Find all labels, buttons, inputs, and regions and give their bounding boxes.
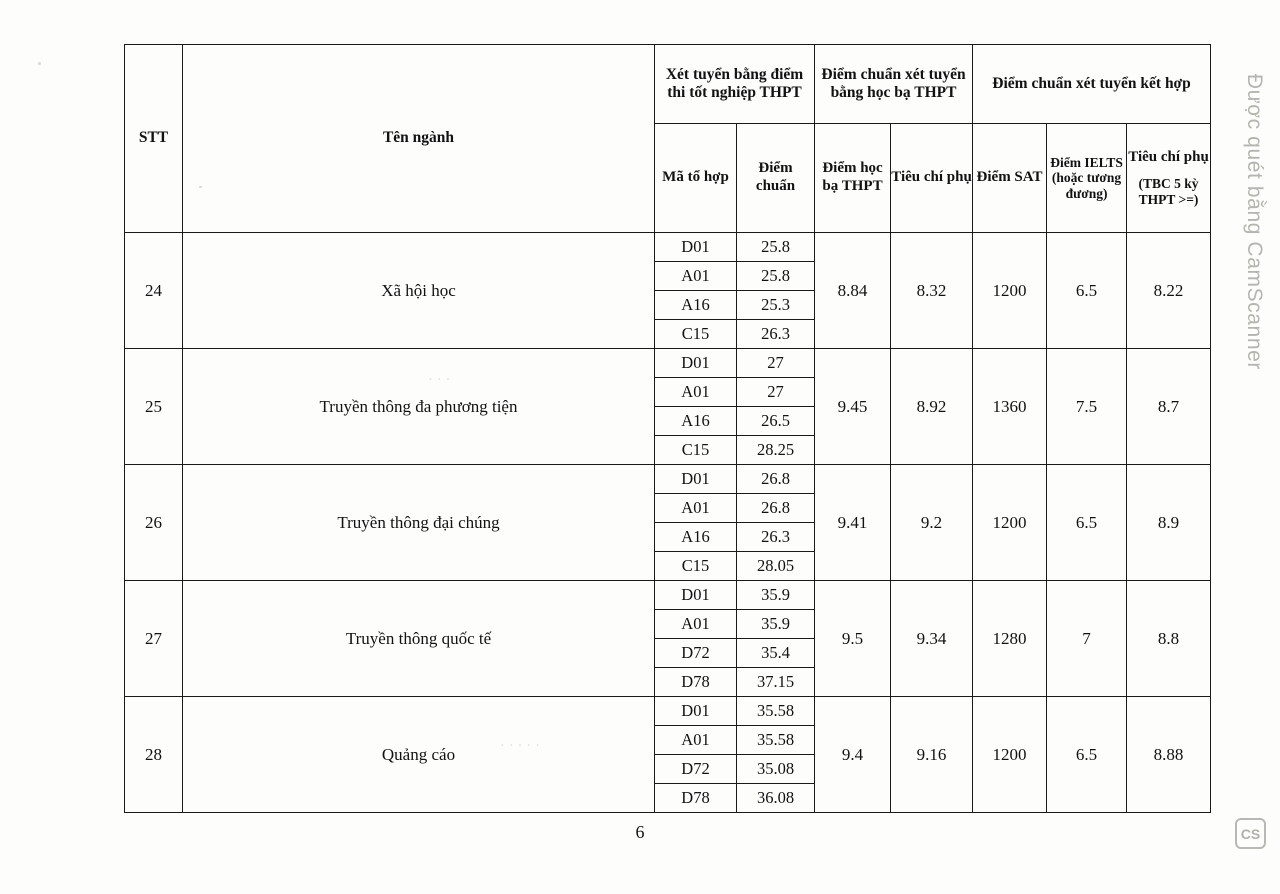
cell-diem-ielts: 6.5 xyxy=(1047,233,1127,349)
table-row xyxy=(125,465,1211,494)
cell-diem-hoc-ba: 8.84 xyxy=(815,233,891,349)
cell-tieu-chi-phu-2: 8.7 xyxy=(1127,349,1211,465)
cell-ten-nganh: Quảng cáo xyxy=(183,697,655,813)
cell-diem-sat: 1200 xyxy=(973,697,1047,813)
cell-ten-nganh: Truyền thông quốc tế xyxy=(183,581,655,697)
cell-tieu-chi-phu: 8.32 xyxy=(891,233,973,349)
cell-ma-to-hop: A01 xyxy=(655,378,737,407)
cell-ma-to-hop: D78 xyxy=(655,784,737,813)
cell-diem-sat: 1280 xyxy=(973,581,1047,697)
header-diem-sat: Điểm SAT xyxy=(973,124,1047,233)
cell-diem-chuan: 26.5 xyxy=(737,407,815,436)
cell-diem-chuan: 35.9 xyxy=(737,581,815,610)
header-group-thpt: Xét tuyển bằng điểm thi tốt nghiệp THPT xyxy=(655,45,815,124)
cell-diem-sat: 1200 xyxy=(973,233,1047,349)
cell-diem-chuan: 26.8 xyxy=(737,494,815,523)
cell-diem-sat: 1200 xyxy=(973,465,1047,581)
cell-ma-to-hop: A01 xyxy=(655,610,737,639)
cell-diem-ielts: 6.5 xyxy=(1047,697,1127,813)
cell-diem-chuan: 25.8 xyxy=(737,233,815,262)
cell-tieu-chi-phu-2: 8.88 xyxy=(1127,697,1211,813)
cell-ma-to-hop: D78 xyxy=(655,668,737,697)
header-ma-to-hop: Mã tổ hợp xyxy=(655,124,737,233)
cell-ma-to-hop: D72 xyxy=(655,755,737,784)
cell-diem-chuan: 25.8 xyxy=(737,262,815,291)
cell-diem-chuan: 27 xyxy=(737,349,815,378)
cell-diem-chuan: 27 xyxy=(737,378,815,407)
cell-ma-to-hop: C15 xyxy=(655,436,737,465)
cell-ten-nganh: Truyền thông đa phương tiện xyxy=(183,349,655,465)
cell-diem-chuan: 35.4 xyxy=(737,639,815,668)
header-group-hocba: Điểm chuẩn xét tuyển bằng học bạ THPT xyxy=(815,45,973,124)
cell-diem-chuan: 35.58 xyxy=(737,697,815,726)
cell-diem-chuan: 26.3 xyxy=(737,523,815,552)
cell-stt: 26 xyxy=(125,465,183,581)
header-diem-hoc-ba-thpt: Điểm học bạ THPT xyxy=(815,124,891,233)
cell-ma-to-hop: A01 xyxy=(655,262,737,291)
table-row xyxy=(125,233,1211,262)
cell-diem-chuan: 35.9 xyxy=(737,610,815,639)
header-tieu-chi-phu-2 xyxy=(1127,124,1211,233)
cell-ma-to-hop: C15 xyxy=(655,320,737,349)
cell-diem-chuan: 35.08 xyxy=(737,755,815,784)
cell-tieu-chi-phu: 9.34 xyxy=(891,581,973,697)
cell-diem-ielts: 6.5 xyxy=(1047,465,1127,581)
cell-ma-to-hop: A16 xyxy=(655,291,737,320)
cell-tieu-chi-phu-2: 8.22 xyxy=(1127,233,1211,349)
cell-ma-to-hop: D72 xyxy=(655,639,737,668)
cell-ten-nganh: Xã hội học xyxy=(183,233,655,349)
cell-diem-chuan: 37.15 xyxy=(737,668,815,697)
scan-speck xyxy=(38,62,41,65)
cell-stt: 27 xyxy=(125,581,183,697)
cell-diem-ielts: 7 xyxy=(1047,581,1127,697)
cell-diem-hoc-ba: 9.41 xyxy=(815,465,891,581)
header-tieu-chi-phu-2-label: Tiêu chí phụ xyxy=(1128,148,1209,165)
cell-tieu-chi-phu: 9.16 xyxy=(891,697,973,813)
table-row xyxy=(125,349,1211,378)
camscanner-watermark: Được quét bằng CamScanner xyxy=(1243,73,1266,370)
cell-diem-hoc-ba: 9.4 xyxy=(815,697,891,813)
cell-ma-to-hop: D01 xyxy=(655,465,737,494)
cell-ma-to-hop: A16 xyxy=(655,407,737,436)
cell-ma-to-hop: D01 xyxy=(655,697,737,726)
table-row xyxy=(125,697,1211,726)
table-body xyxy=(125,233,1211,813)
cell-diem-hoc-ba: 9.45 xyxy=(815,349,891,465)
table-row xyxy=(125,581,1211,610)
cell-diem-chuan: 36.08 xyxy=(737,784,815,813)
cell-tieu-chi-phu: 8.92 xyxy=(891,349,973,465)
cell-ma-to-hop: A01 xyxy=(655,726,737,755)
bleed-through-text: · · · xyxy=(428,372,451,388)
cell-ma-to-hop: C15 xyxy=(655,552,737,581)
cell-diem-chuan: 26.3 xyxy=(737,320,815,349)
header-ten-nganh: Tên ngành xyxy=(183,45,655,233)
cell-diem-chuan: 35.58 xyxy=(737,726,815,755)
cell-stt: 25 xyxy=(125,349,183,465)
cell-tieu-chi-phu-2: 8.8 xyxy=(1127,581,1211,697)
header-stt: STT xyxy=(125,45,183,233)
page-number: 6 xyxy=(635,822,645,842)
header-diem-chuan: Điểm chuẩn xyxy=(737,124,815,233)
camscanner-badge-icon: CS xyxy=(1235,818,1266,849)
cell-diem-chuan: 28.05 xyxy=(737,552,815,581)
cell-diem-hoc-ba: 9.5 xyxy=(815,581,891,697)
header-diem-ielts: Điểm IELTS (hoặc tương đương) xyxy=(1047,124,1127,233)
cell-ma-to-hop: A01 xyxy=(655,494,737,523)
cell-stt: 24 xyxy=(125,233,183,349)
cell-tieu-chi-phu-2: 8.9 xyxy=(1127,465,1211,581)
header-tieu-chi-phu: Tiêu chí phụ xyxy=(891,124,973,233)
header-group-kethop: Điểm chuẩn xét tuyển kết hợp xyxy=(973,45,1211,124)
cell-diem-ielts: 7.5 xyxy=(1047,349,1127,465)
cell-diem-chuan: 25.3 xyxy=(737,291,815,320)
cell-ten-nganh: Truyền thông đại chúng xyxy=(183,465,655,581)
header-tieu-chi-phu-2-note: (TBC 5 kỳ THPT >=) xyxy=(1138,176,1199,207)
cell-stt: 28 xyxy=(125,697,183,813)
cell-ma-to-hop: D01 xyxy=(655,233,737,262)
cell-ma-to-hop: D01 xyxy=(655,581,737,610)
cell-diem-chuan: 28.25 xyxy=(737,436,815,465)
cell-tieu-chi-phu: 9.2 xyxy=(891,465,973,581)
bleed-through-text: · · · · · xyxy=(500,738,540,754)
cell-diem-chuan: 26.8 xyxy=(737,465,815,494)
cell-ma-to-hop: D01 xyxy=(655,349,737,378)
cell-ma-to-hop: A16 xyxy=(655,523,737,552)
admission-scores-table xyxy=(124,44,1211,813)
cell-diem-sat: 1360 xyxy=(973,349,1047,465)
